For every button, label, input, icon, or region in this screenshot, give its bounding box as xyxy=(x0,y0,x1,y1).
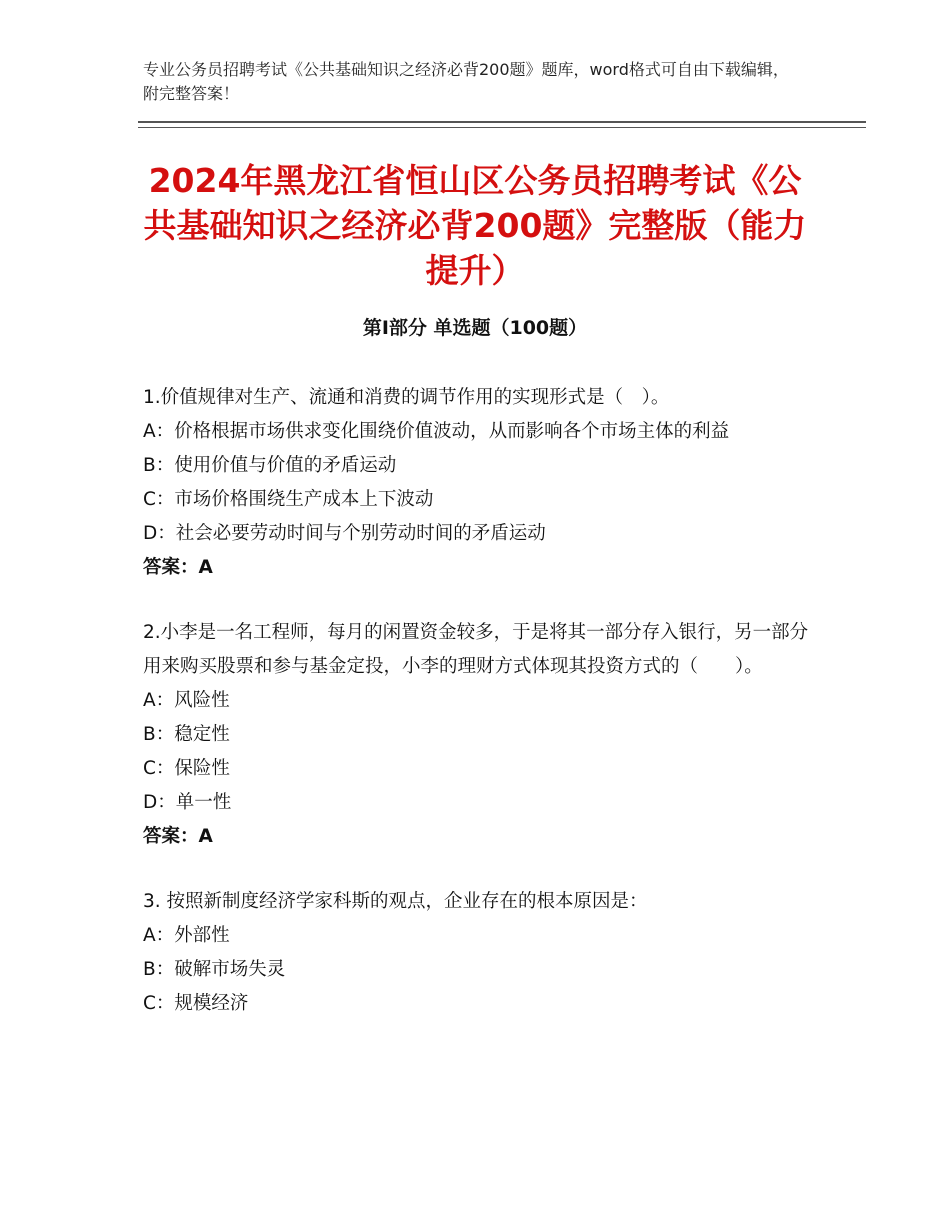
answer: 答案：A xyxy=(143,826,213,847)
option-a: A：风险性 xyxy=(143,690,230,711)
option-b: B：稳定性 xyxy=(143,724,230,745)
document-title: 2024年黑龙江省恒山区公务员招聘考试《公共基础知识之经济必背200题》完整版（能力提升） xyxy=(143,161,807,290)
question-2 xyxy=(143,616,813,854)
option-c: C：保险性 xyxy=(143,758,230,779)
option-b: B：破解市场失灵 xyxy=(143,959,286,980)
option-c: C：市场价格围绕生产成本上下波动 xyxy=(143,489,434,510)
option-d: D：单一性 xyxy=(143,792,232,813)
question-1 xyxy=(143,381,813,585)
header-divider xyxy=(138,121,866,123)
answer: 答案：A xyxy=(143,557,213,578)
question-stem: 1.价值规律对生产、流通和消费的调节作用的实现形式是（ ）。 xyxy=(143,387,670,408)
header-note: 专业公务员招聘考试《公共基础知识之经济必背200题》题库，word格式可自由下载编辑，附完整答案！ xyxy=(143,60,789,103)
question-3 xyxy=(143,885,813,1021)
option-a: A：外部性 xyxy=(143,925,230,946)
option-d: D：社会必要劳动时间与个别劳动时间的矛盾运动 xyxy=(143,523,546,544)
option-b: B：使用价值与价值的矛盾运动 xyxy=(143,455,397,476)
section-title: 第Ⅰ部分 单选题（100题） xyxy=(362,317,588,339)
question-list xyxy=(143,381,813,1052)
option-a: A：价格根据市场供求变化围绕价值波动，从而影响各个市场主体的利益 xyxy=(143,421,730,442)
option-c: C：规模经济 xyxy=(143,993,249,1014)
header-divider-thin xyxy=(138,127,866,128)
question-stem: 3. 按照新制度经济学家科斯的观点，企业存在的根本原因是： xyxy=(143,891,648,912)
question-stem: 2.小李是一名工程师，每月的闲置资金较多，于是将其一部分存入银行，另一部分用来购买股票和参与基金定投，小李的理财方式体现其投资方式的（ ）。 xyxy=(143,622,809,677)
